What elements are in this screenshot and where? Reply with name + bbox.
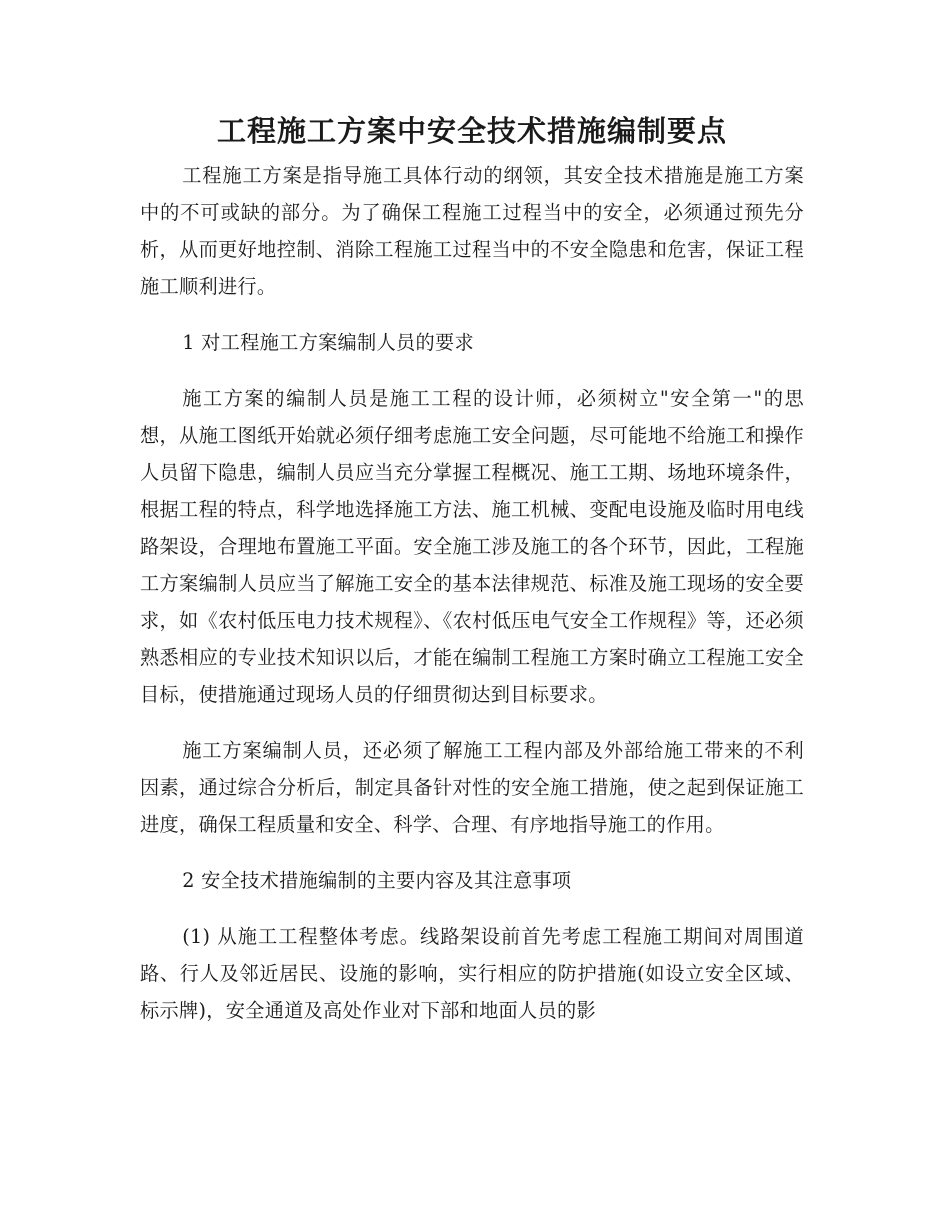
intro-paragraph: 工程施工方案是指导施工具体行动的纲领，其安全技术措施是施工方案中的不可或缺的部分。为了确保工程施工过程当中的安全，必须通过预先分析，从而更好地控制、消除工程施工过程当中的不安全隐患和危害，保证工程施工顺利进行。 bbox=[140, 164, 804, 298]
document-page bbox=[140, 108, 804, 1029]
section-1-paragraph-1: 施工方案的编制人员是施工工程的设计师，必须树立"安全第一"的思想，从施工图纸开始就必须仔细考虑施工安全问题，尽可能地不给施工和操作人员留下隐患，编制人员应当充分掌握工程概况、施工工期、场地环境条件，根据工程的特点，科学地选择施工方法、施工机械、变配电设施及临时用电线路架设，合理地布置施工平面。安全施工涉及施工的各个环节，因此，工程施工方案编制人员应当了解施工安全的基本法律规范、标准及施工现场的安全要求，如《农村低压电力技术规程》、《农村低压电气安全工作规程》等，还必须熟悉相应的专业技术知识以后，才能在编制工程施工方案时确立工程施工安全目标，使措施通过现场人员的仔细贯彻达到目标要求。 bbox=[140, 387, 804, 706]
document-title: 工程施工方案中安全技术措施编制要点 bbox=[216, 114, 727, 148]
section-2-heading: 2 安全技术措施编制的主要内容及其注意事项 bbox=[182, 869, 572, 892]
section-1-heading: 1 对工程施工方案编制人员的要求 bbox=[182, 331, 474, 354]
section-1-paragraph-2: 施工方案编制人员，还必须了解施工工程内部及外部给施工带来的不利因素，通过综合分析后，制定具备针对性的安全施工措施，使之起到保证施工进度，确保工程质量和安全、科学、合理、有序地指导施工的作用。 bbox=[140, 739, 804, 836]
section-2-paragraph-1: (1) 从施工工程整体考虑。线路架设前首先考虑工程施工期间对周围道路、行人及邻近居民、设施的影响，实行相应的防护措施(如设立安全区域、标示牌)，安全通道及高处作业对下部和地面人员的影 bbox=[140, 925, 804, 1022]
